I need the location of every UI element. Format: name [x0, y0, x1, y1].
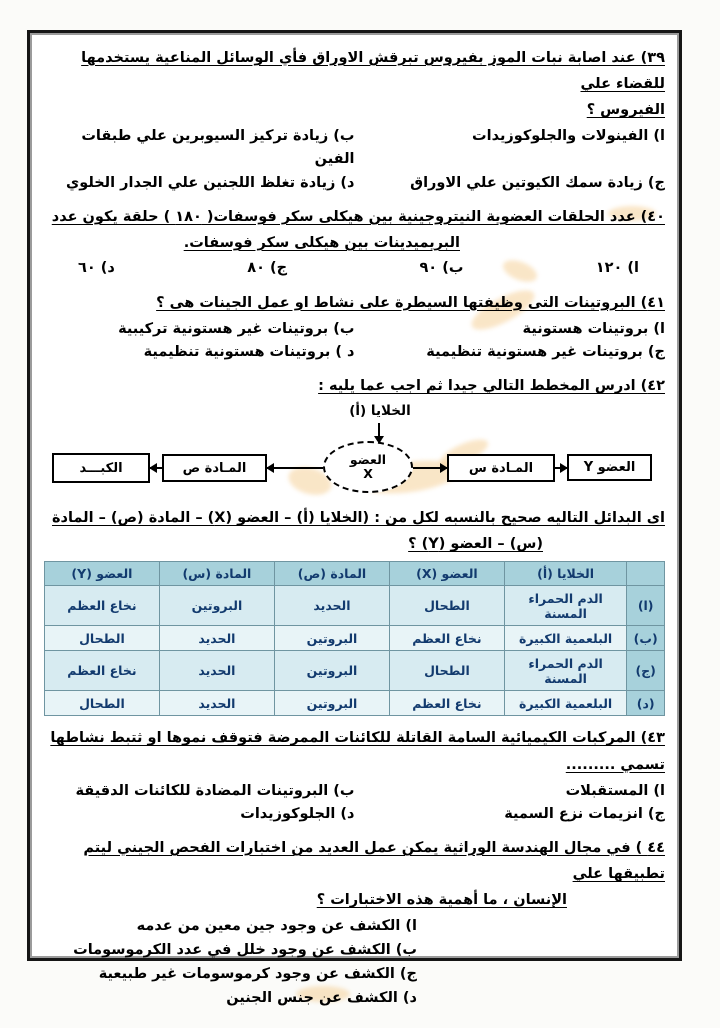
row-letter: (ب) [627, 626, 665, 651]
option-a: ا) الكشف عن وجود جين معين من عدمه [136, 918, 417, 935]
diagram-organ-y-node: العضو Y [567, 454, 652, 481]
option-a: ا) ١٢٠ [595, 260, 639, 277]
page-content [30, 33, 679, 1028]
table-row [45, 691, 665, 716]
table-cell: نخاع العظم [45, 651, 160, 691]
diagram-substance-s-node: المـادة س [447, 454, 555, 482]
option-c: ج) بروتينات غير هستونية تنظيمية [426, 343, 665, 360]
table-cell: البلعمية الكبيرة [504, 626, 627, 651]
question-42-prompt-line2: (س) – العضو (Y) ؟ [408, 536, 543, 553]
arrow-right-icon [555, 467, 567, 469]
option-c: ج) زيادة سمك الكيوتين علي الاوراق [410, 174, 665, 191]
question-44-title-line1: ٤٤ ) في مجال الهندسة الوراثية يمكن عمل العديد من اختبارات الفحص الجيني ليتم تطبيقها علي [83, 839, 665, 883]
diagram-substance-sad-node: المـادة ص [162, 454, 267, 482]
option-b: ب) زيادة تركيز السيوبرين علي طبقات الفين [81, 128, 355, 168]
question-40-options [44, 256, 665, 281]
header-cells-a: الخلايا (أ) [504, 562, 627, 586]
option-b: ب) الكشف عن وجود خلل في عدد الكرموسومات [73, 942, 417, 959]
table-cell: نخاع العظم [390, 626, 505, 651]
option-a: ا) الفينولات والجلوكوزيدات [472, 128, 665, 145]
header-organ-x: العضو (X) [390, 562, 505, 586]
question-40 [44, 204, 665, 281]
question-40-title-line1: ٤٠) عدد الحلقات العضوية النيتروجينية بين هيكلى سكر فوسفات( ١٨٠ ) حلقة يكون عدد [51, 208, 665, 225]
question-41 [44, 290, 665, 364]
table-row [45, 626, 665, 651]
question-41-options [44, 318, 665, 364]
table-cell: الطحال [45, 691, 160, 716]
question-40-title-line2: البريميدينات بين هيكلى سكر فوسفات. [183, 234, 460, 251]
diagram-organ-x-node [323, 441, 413, 493]
table-row [45, 651, 665, 691]
option-a: ا) بروتينات هستونية [522, 320, 665, 337]
table-cell: الدم الحمراء المسنة [504, 586, 627, 626]
alternatives-table [44, 561, 665, 716]
header-substance-sad: المادة (ص) [274, 562, 389, 586]
table-cell: الحديد [274, 586, 389, 626]
question-39-options [44, 125, 665, 195]
table-cell: الحديد [159, 691, 274, 716]
question-39-title-line1: ٣٩) عند اصابة نبات الموز بفيروس تبرقش الاوراق فأي الوسائل المناعية يستخدمها للقضاء علي [81, 50, 665, 93]
table-cell: البروتين [274, 626, 389, 651]
question-44-options [44, 915, 417, 1011]
option-d: د) ٦٠ [78, 260, 115, 277]
table-cell: الحديد [159, 651, 274, 691]
table-cell: البلعمية الكبيرة [504, 691, 627, 716]
table-header-row [45, 562, 665, 586]
corner-header [627, 562, 665, 586]
option-d: د) زيادة تغلظ اللجنين علي الجدار الخلوي [65, 174, 355, 191]
diagram-cells-label: الخلايا (أ) [349, 403, 411, 420]
table-cell: نخاع العظم [390, 691, 505, 716]
arrow-left-icon [267, 467, 323, 469]
table-cell: الدم الحمراء المسنة [504, 651, 627, 691]
question-43-title: ٤٣) المركبات الكيميائية السامة القاتلة للكائنات الممرضة فتوقف نموها او ثتبط نشاطها تسمي ......... [50, 730, 665, 773]
table-cell: الطحال [390, 586, 505, 626]
table-cell: الحديد [159, 626, 274, 651]
flow-diagram [44, 403, 665, 503]
diagram-liver-node: الكبـــد [52, 453, 150, 483]
question-42 [44, 373, 665, 716]
table-cell: البروتين [159, 586, 274, 626]
organ-x-label-line1: العضو [349, 451, 387, 467]
table-cell: البروتين [274, 651, 389, 691]
option-d: د) الجلوكوزيدات [240, 805, 355, 822]
question-44-title-line2: الإنسان ، ما أهمية هذه الاختبارات ؟ [316, 892, 567, 909]
header-organ-y: العضو (Y) [45, 562, 160, 586]
option-d: د) الكشف عن جنس الجنين [226, 990, 417, 1007]
table-cell: الطحال [45, 626, 160, 651]
option-b: ب) بروتينات غير هستونية تركيبية [118, 320, 355, 337]
header-substance-s: المادة (س) [159, 562, 274, 586]
row-letter: (ج) [627, 651, 665, 691]
question-43 [44, 725, 665, 826]
option-c: ج) ٨٠ [247, 260, 288, 277]
arrow-left-icon [150, 467, 162, 469]
table-row [45, 586, 665, 626]
option-b: ب) البروتينات المضادة للكائنات الدقيقة [75, 782, 355, 799]
table-cell: نخاع العظم [45, 586, 160, 626]
page-border-frame [27, 30, 682, 1007]
option-d: د ) بروتينات هستونية تنظيمية [143, 343, 355, 360]
question-42-title: ٤٢) ادرس المخطط التالي جيدا ثم اجب عما يليه : [318, 378, 665, 395]
option-a: ا) المستقبلات [565, 782, 665, 799]
question-42-prompt-line1: اى البدائل التاليه صحيح بالنسبه لكل من : (الخلايا (أ) – العضو (X) – المادة (ص) – المادة [52, 510, 665, 527]
row-letter: (ا) [627, 586, 665, 626]
question-39 [44, 45, 665, 195]
question-41-title: ٤١) البروتينات التى وظيفتها السيطرة على نشاط او عمل الجينات هى ؟ [156, 294, 665, 311]
organ-x-label-line2: X [363, 466, 373, 482]
arrow-right-icon [413, 467, 447, 469]
question-39-title-line2: الفيروس ؟ [586, 102, 665, 119]
table-cell: الطحال [390, 651, 505, 691]
question-43-options [44, 780, 665, 826]
option-c: ج) الكشف عن وجود كرموسومات غير طبيعية [98, 966, 417, 983]
option-b: ب) ٩٠ [419, 260, 464, 277]
option-c: ج) انزيمات نزع السمية [504, 805, 665, 822]
question-44 [44, 835, 665, 1011]
table-cell: البروتين [274, 691, 389, 716]
row-letter: (د) [627, 691, 665, 716]
arrow-down-icon [378, 423, 380, 437]
